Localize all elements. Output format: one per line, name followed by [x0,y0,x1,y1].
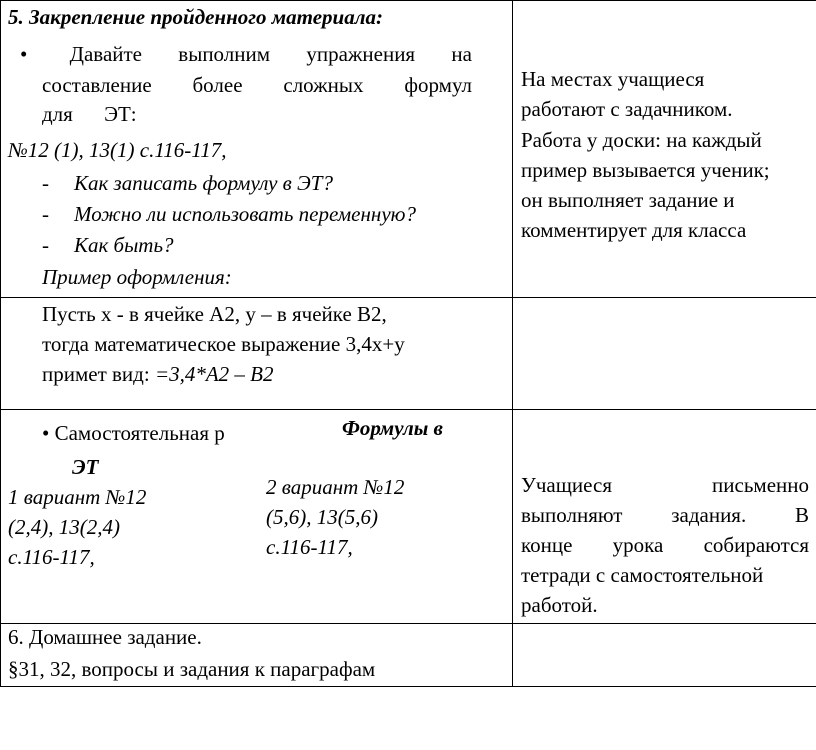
word: составление [42,73,152,97]
variant2-line-2: (5,6), 13(5,6) [266,505,378,529]
right-line-1: На местах учащиеся [521,67,705,91]
independent-work-bullet: • Самостоятельная р [42,421,225,445]
homework-heading: 6. Домашнее задание. [8,625,202,649]
word: для [42,102,73,126]
row3-right-line-5: работой. [521,593,598,617]
task-reference: №12 (1), 13(1) с.116-117, [8,138,227,162]
topic-title-part1: Формулы в [342,416,443,440]
word: В [794,503,809,527]
row3-right-line-4: тетради с самостоятельной [521,563,764,587]
question-text: Как быть? [74,233,174,257]
question-3 [42,232,174,258]
word: ЭТ: [104,102,137,126]
bullet-line-3 [42,101,137,127]
word: письменно [712,473,809,497]
question-2 [42,201,416,227]
example-label: Пример оформления: [42,265,232,289]
section-heading: 5. Закрепление пройденного материала: [8,5,383,29]
example-formula: =3,4*А2 – В2 [154,362,274,386]
dash: - [42,171,49,195]
word: выполняют [521,503,623,527]
row3-right-line-2 [521,502,809,528]
word: упражнения [306,42,416,66]
bullet-line-1 [20,41,472,67]
right-line-4: пример вызывается ученик; [521,158,770,182]
right-line-2: работают с задачником. [521,97,733,121]
variant1-line-1: 1 вариант №12 [8,485,147,509]
table-left-border [0,0,1,687]
word: конце [521,533,573,557]
question-text: Можно ли использовать переменную? [74,202,416,226]
table-bottom-border [0,686,816,687]
dash: - [42,202,49,226]
word: Учащиеся [521,473,612,497]
bullet-line-2 [42,72,472,98]
word: более [192,73,243,97]
homework-text: §31, 32, вопросы и задания к параграфам [8,657,376,681]
word: Давайте [69,42,142,66]
dash: - [42,233,49,257]
row2-bottom-border [0,409,816,410]
example-line-2: тогда математическое выражение 3,4х+у [42,332,405,356]
example-line-1: Пусть х - в ячейке А2, у – в ячейке В2, [42,302,387,326]
bullet-glyph: • [20,42,28,66]
right-line-6: комментирует для класса [521,218,747,242]
word: задания. [671,503,747,527]
word: формул [404,73,472,97]
word: сложных [283,73,364,97]
variant2-line-3: с.116-117, [266,535,353,559]
variant2-line-1: 2 вариант №12 [266,475,405,499]
word: выполним [178,42,271,66]
row3-right-line-3 [521,532,809,558]
example-prefix: примет вид: [42,362,155,386]
table-top-border [0,0,816,1]
example-line-3 [42,361,274,387]
row3-right-line-1 [521,472,809,498]
word: урока [612,533,664,557]
question-text: Как записать формулу в ЭТ? [74,171,333,195]
word: собираются [703,533,809,557]
variant1-line-3: с.116-117, [8,545,95,569]
row1-bottom-border [0,297,816,298]
topic-title-part2: ЭТ [72,455,99,479]
variant1-line-2: (2,4), 13(2,4) [8,515,120,539]
question-1 [42,170,333,196]
right-line-3: Работа у доски: на каждый [521,128,762,152]
right-line-5: он выполняет задание и [521,188,735,212]
word: на [451,42,472,66]
column-divider [512,0,513,687]
